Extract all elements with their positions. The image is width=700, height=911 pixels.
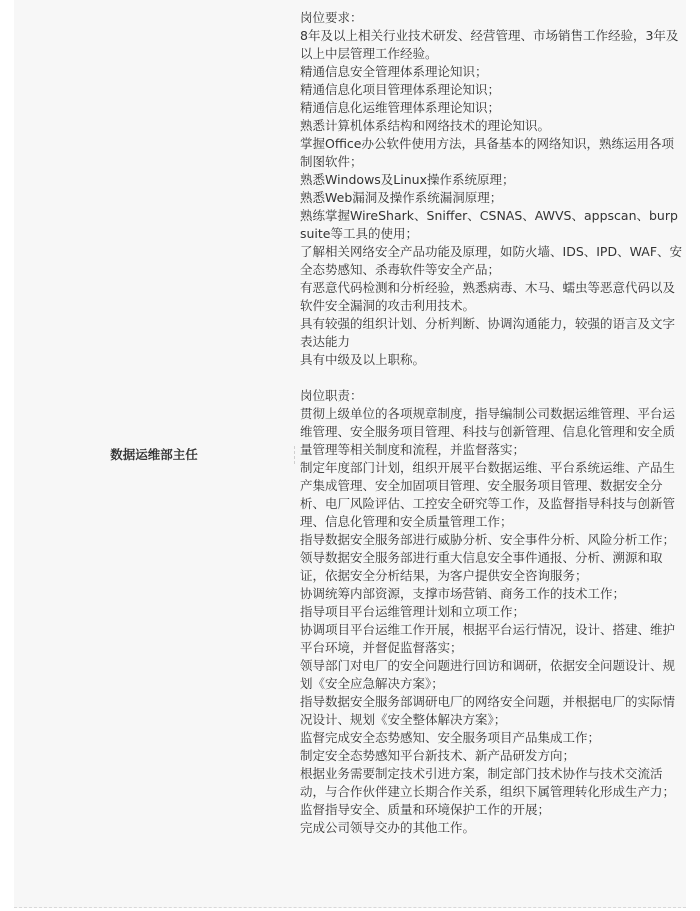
- duties-heading: 岗位职责：: [300, 388, 363, 403]
- requirement-item: 8年及以上相关行业技术研发、经营管理、市场销售工作经验，3年及以上中层管理工作经验。: [300, 28, 679, 61]
- requirement-item: 了解相关网络安全产品功能及原理，如防火墙、IDS、IPD、WAF、安全态势感知、杀毒软件等安全产品；: [300, 244, 683, 277]
- duty-item: 指导项目平台运维管理计划和立项工作；: [300, 604, 526, 619]
- requirement-item: 有恶意代码检测和分析经验，熟悉病毒、木马、蠕虫等恶意代码以及软件安全漏洞的攻击利用技术。: [300, 280, 676, 313]
- position-title: 数据运维部主任: [110, 446, 198, 462]
- requirement-item: 精通信息化运维管理体系理论知识；: [300, 100, 501, 115]
- requirement-item: 具有中级及以上职称。: [300, 352, 426, 367]
- duty-item: 领导数据安全服务部进行重大信息安全事件通报、分析、溯源和取证，依据安全分析结果，为客户提供安全咨询服务；: [300, 550, 663, 583]
- position-description-cell: [300, 9, 684, 837]
- requirement-item: 具有较强的组织计划、分析判断、协调沟通能力，较强的语言及文字表达能力: [300, 316, 676, 349]
- duty-item: 协调统筹内部资源，支撑市场营销、商务工作的技术工作；: [300, 586, 626, 601]
- section-spacer: [300, 369, 684, 387]
- duty-item: 指导数据安全服务部调研电厂的网络安全问题，并根据电厂的实际情况设计、规划《安全整体解决方案》；: [300, 694, 676, 727]
- duty-item: 制定年度部门计划，组织开展平台数据运维、平台系统运维、产品生产集成管理、安全加固项目管理、安全服务项目管理、数据安全分析、电厂风险评估、工控安全研究等工作，及监督指导科技与创新管理、信息化管理和安全质量管理工作；: [300, 460, 676, 529]
- duty-item: 协调项目平台运维工作开展，根据平台运行情况，设计、搭建、维护平台环境，并督促监督落实；: [300, 622, 676, 655]
- duty-item: 根据业务需要制定技术引进方案，制定部门技术协作与技术交流活动，与合作伙伴建立长期合作关系，组织下属管理转化形成生产力；: [300, 766, 676, 799]
- requirement-item: 掌握Office办公软件使用方法，具备基本的网络知识，熟练运用各项制图软件；: [300, 136, 674, 169]
- requirements-heading: 岗位要求：: [300, 10, 363, 25]
- column-divider: [294, 446, 295, 464]
- duty-item: 监督指导安全、质量和环境保护工作的开展；: [300, 802, 551, 817]
- requirement-item: 熟悉计算机体系结构和网络技术的理论知识。: [300, 118, 551, 133]
- duty-item: 制定安全态势感知平台新技术、新产品研发方向；: [300, 748, 576, 763]
- position-title-cell: [14, 0, 294, 907]
- duty-item: 领导部门对电厂的安全问题进行回访和调研，依据安全问题设计、规划《安全应急解决方案》；: [300, 658, 676, 691]
- duty-item: 监督完成安全态势感知、安全服务项目产品集成工作；: [300, 730, 601, 745]
- requirement-item: 精通信息化项目管理体系理论知识；: [300, 82, 501, 97]
- job-table-row: [14, 0, 686, 908]
- duty-item: 指导数据安全服务部进行威胁分析、安全事件分析、风险分析工作；: [300, 532, 676, 547]
- requirement-item: 熟悉Windows及Linux操作系统原理；: [300, 172, 515, 187]
- duty-item: 完成公司领导交办的其他工作。: [300, 820, 476, 835]
- requirement-item: 熟悉Web漏洞及操作系统漏洞原理；: [300, 190, 503, 205]
- requirement-item: 熟练掌握WireShark、Sniffer、CSNAS、AWVS、appscan、burpsuite等工具的使用；: [300, 208, 678, 241]
- requirement-item: 精通信息安全管理体系理论知识；: [300, 64, 488, 79]
- duty-item: 贯彻上级单位的各项规章制度，指导编制公司数据运维管理、平台运维管理、安全服务项目管理、科技与创新管理、信息化管理和安全质量管理等相关制度和流程，并监督落实；: [300, 406, 676, 457]
